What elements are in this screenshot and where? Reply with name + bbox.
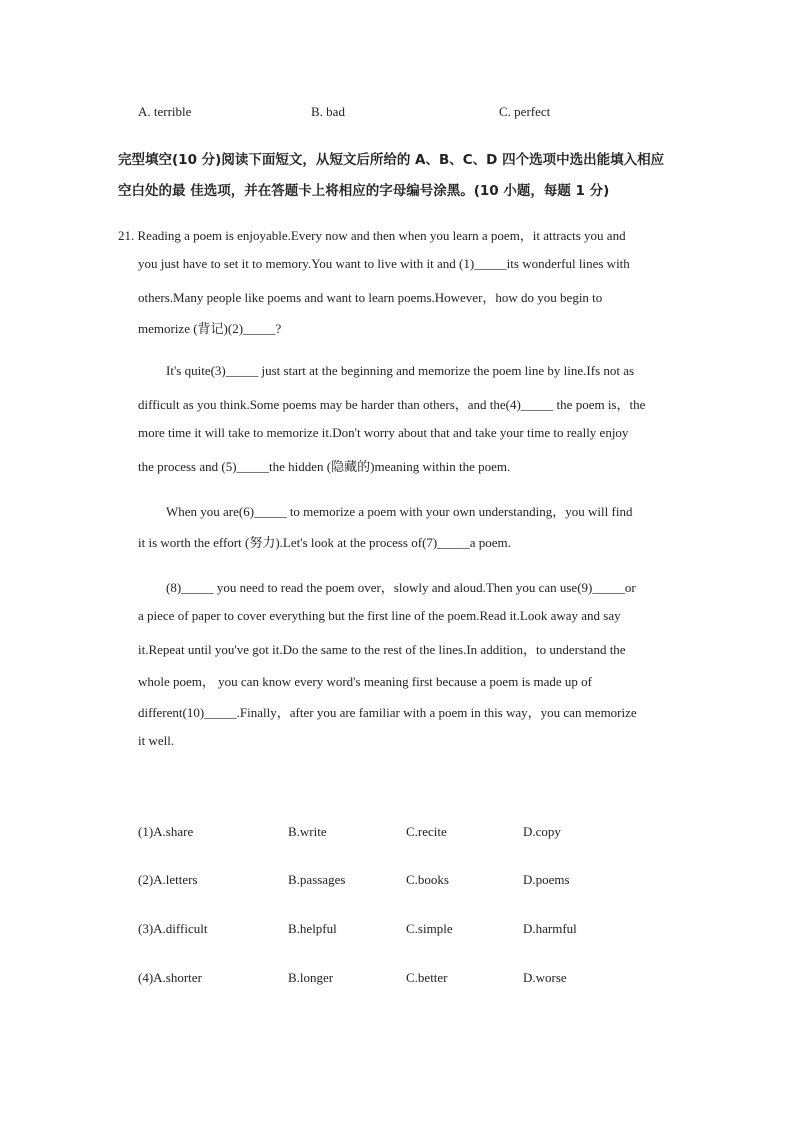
question-option-a: (2)A.letters — [138, 872, 198, 887]
question-option-c: C.better — [406, 970, 448, 985]
question-option-d: D.poems — [523, 872, 570, 887]
passage-p1-line2: you just have to set it to memory.You want to live with it and (1)_____its wonderful lines with — [138, 256, 630, 271]
question-option-d: D.copy — [523, 824, 561, 839]
question-option-c: C.recite — [406, 824, 447, 839]
prev-option-c: C. perfect — [499, 104, 551, 119]
question-option-b: B.helpful — [288, 921, 337, 936]
passage-p2-line1: It's quite(3)_____ just start at the beginning and memorize the poem line by line.Ifs not as — [166, 363, 635, 378]
passage-p1-line3: others.Many people like poems and want to learn poems.However，how do you begin to — [138, 290, 603, 305]
section-title-line2: 空白处的最 佳选项，并在答题卡上将相应的字母编号涂黑。(10 小题，每题 1 分) — [118, 183, 610, 199]
question-option-a: (4)A.shorter — [138, 970, 202, 985]
passage-p4-line1: (8)_____ you need to read the poem over，slowly and aloud.Then you can use(9)_____or — [166, 580, 636, 595]
question-option-a: (3)A.difficult — [138, 921, 208, 936]
passage-p4-line4: whole poem， you can know every word's meaning first because a poem is made up of — [138, 674, 592, 689]
passage-p1-line4: memorize (背记)(2)_____? — [138, 321, 282, 336]
passage-p2-line4: the process and (5)_____the hidden (隐藏的)meaning within the poem. — [138, 459, 511, 474]
question-option-b: B.write — [288, 824, 327, 839]
passage-p4-line5: different(10)_____.Finally，after you are familiar with a poem in this way，you can memorize — [138, 705, 637, 720]
passage-p2-line2: difficult as you think.Some poems may be harder than others，and the(4)_____ the poem is，the — [138, 397, 646, 412]
passage-p4-line6: it well. — [138, 733, 175, 748]
section-title-line1: 完型填空(10 分)阅读下面短文，从短文后所给的 A、B、C、D 四个选项中选出能填入相应 — [118, 152, 665, 168]
question-option-d: D.worse — [523, 970, 567, 985]
question-option-d: D.harmful — [523, 921, 577, 936]
passage-p2-line3: more time it will take to memorize it.Don't worry about that and take your time to really enjoy — [138, 425, 629, 440]
passage-p3-line2: it is worth the effort (努力).Let's look at the process of(7)_____a poem. — [138, 535, 511, 550]
passage-p1-line1: 21. Reading a poem is enjoyable.Every now and then when you learn a poem，it attracts you and — [118, 228, 626, 243]
question-option-b: B.longer — [288, 970, 334, 985]
passage-p4-line3: it.Repeat until you've got it.Do the same to the rest of the lines.In addition，to understand the — [138, 642, 626, 657]
question-option-c: C.books — [406, 872, 449, 887]
question-option-a: (1)A.share — [138, 824, 194, 839]
prev-option-b: B. bad — [311, 104, 345, 119]
question-option-c: C.simple — [406, 921, 453, 936]
passage-p3-line1: When you are(6)_____ to memorize a poem with your own understanding，you will find — [166, 504, 633, 519]
question-option-b: B.passages — [288, 872, 346, 887]
prev-option-a: A. terrible — [138, 104, 192, 119]
passage-p4-line2: a piece of paper to cover everything but the first line of the poem.Read it.Look away and say — [138, 608, 621, 623]
